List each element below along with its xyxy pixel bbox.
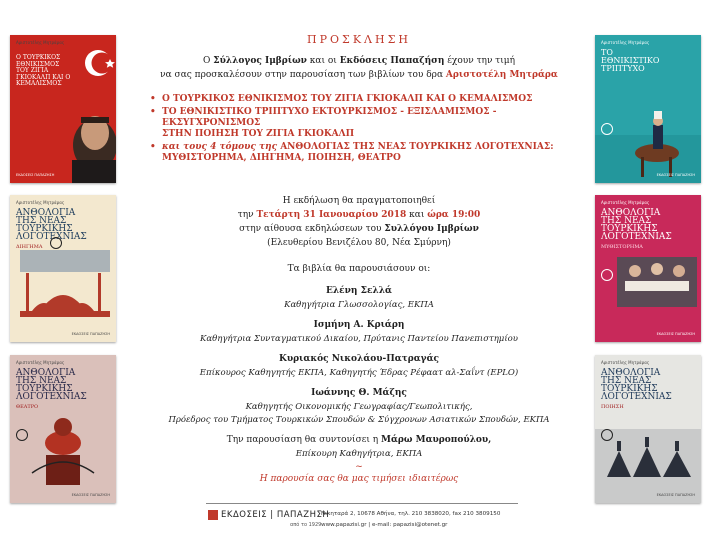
publisher-wordmark: ΕΚΔΟΣΕΙΣ | ΠΑΠΑΖΗΣΗ [221, 510, 330, 520]
intro-line-2 [128, 70, 590, 80]
book-cover-nationalist-triptych [595, 35, 701, 183]
cover-publisher: ΕΚΔΟΣΕΙΣ ΠΑΠΑΖΗΣΗ [71, 332, 110, 336]
publisher-footer [206, 503, 518, 538]
event-venue-line [128, 224, 590, 234]
cover-title: ΑΝΘΟΛΟΓΙΑ ΤΗΣ ΝΕΑΣ ΤΟΥΡΚΙΚΗΣ ΛΟΓΟΤΕΧΝΙΑΣ [601, 368, 672, 402]
organizer-name: Σύλλογος Ιμβρίων [213, 56, 307, 66]
publisher-logo-icon [601, 123, 613, 135]
cover-author: Αριστοτέλης Μητράρας [601, 360, 650, 365]
cover-author: Αριστοτέλης Μητράρας [601, 200, 650, 205]
book-item [150, 107, 580, 140]
book-note: και τους 4 τόμους της [162, 142, 278, 152]
author-name: Αριστοτέλη Μητράρα [445, 70, 558, 80]
event-text: την [237, 210, 257, 220]
intro-text: Ο [202, 56, 214, 66]
intro-line-1 [128, 56, 590, 66]
publisher-contact: www.papazisi.gr | e-mail: papazisi@otenet.gr [321, 522, 448, 528]
book-cover-anthology-poetry [595, 355, 701, 503]
event-date-line [128, 210, 590, 220]
presenter-name: Ελένη Σελλά [326, 286, 392, 296]
book-list [150, 94, 580, 164]
invitation-body [128, 0, 590, 500]
closing-line: Η παρουσία σας θα μας τιμήσει ιδιαιτέρως [259, 474, 459, 484]
event-address: (Ελευθερίου Βενιζέλου 80, Νέα Σμύρνη) [267, 238, 451, 248]
cover-subtitle: ΘΕΑΤΡΟ [16, 404, 39, 410]
presenter-name: Κυριακός Νικολάου-Πατραγάς [279, 354, 439, 364]
cover-author: Αριστοτέλης Μητράρας [601, 40, 650, 45]
event-time: ώρα 19:00 [427, 210, 481, 220]
cover-author: Αριστοτέλης Μητράρας [16, 360, 65, 365]
cover-subtitle: ΔΙΗΓΗΜΑ [16, 244, 43, 250]
intro-text: και οι [306, 56, 340, 66]
cover-title: ΑΝΘΟΛΟΓΙΑ ΤΗΣ ΝΕΑΣ ΤΟΥΡΚΙΚΗΣ ΛΟΓΟΤΕΧΝΙΑΣ [16, 368, 87, 402]
cover-subtitle: ΠΟΙΗΣΗ [601, 404, 624, 410]
cover-publisher: ΕΚΔΟΣΕΙΣ ΠΑΠΑΖΗΣΗ [656, 332, 695, 336]
presenters-intro: Τα βιβλία θα παρουσιάσουν οι: [287, 264, 431, 274]
publisher-logo-icon [16, 429, 28, 441]
presenter-title: Καθηγητής Οικονομικής Γεωγραφίας/Γεωπολιτικής, [245, 402, 473, 412]
presenter-name: Ιωάννης Θ. Μάζης [311, 388, 407, 398]
presenter-title: Καθηγήτρια Γλωσσολογίας, ΕΚΠΑ [284, 300, 434, 310]
book-cover-anthology-short-story [10, 195, 116, 342]
ornament-icon: ~ [355, 462, 363, 472]
cover-publisher: ΕΚΔΟΣΕΙΣ ΠΑΠΑΖΗΣΗ [656, 173, 695, 177]
book-item [150, 94, 580, 105]
coordinator-name: Μάρω Μαυροπούλου, [381, 435, 492, 445]
book-title: • ΤΟ ΕΘΝΙΚΙΣΤΙΚΟ ΤΡΙΠΤΥΧΟ ΕΚΤΟΥΡΚΙΣΜΟΣ - ΕΞΙΣΛΑΜΙΣΜΟΣ - [162, 107, 497, 117]
coordinator-text: Την παρουσίαση θα συντονίσει η [226, 435, 382, 445]
publisher-name: Εκδόσεις Παπαζήση [339, 56, 445, 66]
presenter-title-line-2: Πρόεδρος του Τμήματος Τουρκικών Σπουδών & Σύγχρονων Ασιατικών Σπουδών, ΕΚΠΑ [168, 415, 550, 425]
intro-text: να σας προσκαλέσουν στην παρουσίαση των βιβλίων του δρα [160, 70, 446, 80]
event-line-1: Η εκδήλωση θα πραγματοποιηθεί [282, 196, 436, 206]
cover-title: ΑΝΘΟΛΟΓΙΑ ΤΗΣ ΝΕΑΣ ΤΟΥΡΚΙΚΗΣ ΛΟΓΟΤΕΧΝΙΑΣ [16, 208, 87, 242]
event-text: στην αίθουσα εκδηλώσεων του [239, 224, 385, 234]
intro-text: έχουν την τιμή [444, 56, 516, 66]
cover-title: ΑΝΘΟΛΟΓΙΑ ΤΗΣ ΝΕΑΣ ΤΟΥΡΚΙΚΗΣ ΛΟΓΟΤΕΧΝΙΑΣ [601, 208, 672, 242]
publisher-logo-icon [208, 510, 218, 520]
cover-publisher: ΕΚΔΟΣΕΙΣ ΠΑΠΑΖΗΣΗ [71, 493, 110, 497]
cover-author: Αριστοτέλης Μητράρας [16, 40, 65, 45]
cover-publisher: ΕΚΔΟΣΕΙΣ ΠΑΠΑΖΗΣΗ [16, 173, 55, 177]
publisher-address: Νικηταρά 2, 10678 Αθήνα, τηλ. 210 3838020, fax 210 3809150 [321, 511, 501, 517]
presenter-title: Καθηγήτρια Συνταγματικού Δικαίου, Πρύτανις Παντείου Πανεπιστημίου [200, 334, 518, 344]
book-title: ΜΥΘΙΣΤΟΡΗΜΑ, ΔΙΗΓΗΜΑ, ΠΟΙΗΣΗ, ΘΕΑΤΡΟ [162, 153, 401, 163]
book-title: ΣΤΗΝ ΠΟΙΗΣΗ ΤΟΥ ΖΙΓΙΑ ΓΚΙΟΚΑΛΠ [162, 129, 355, 139]
invitation-heading: ΠΡΟΣΚΛΗΣΗ [307, 33, 411, 46]
cover-title: Ο ΤΟΥΡΚΙΚΟΣ ΕΘΝΙΚΙΣΜΟΣ ΤΟΥ ΖΙΓΙΑ ΓΚΙΟΚΑΛΠ ΚΑΙ Ο ΚΕΜΑΛΙΣΜΟΣ [16, 54, 71, 87]
event-text: και [406, 210, 428, 220]
cover-publisher: ΕΚΔΟΣΕΙΣ ΠΑΠΑΖΗΣΗ [656, 493, 695, 497]
publisher-logo-icon [50, 237, 62, 249]
book-cover-anthology-novel [595, 195, 701, 342]
book-cover-anthology-theatre [10, 355, 116, 503]
venue-name: Συλλόγου Ιμβρίων [384, 224, 479, 234]
coordinator-title: Επίκουρη Καθηγήτρια, ΕΚΠΑ [295, 449, 423, 459]
publisher-since: από το 1929 [290, 522, 322, 528]
book-cover-turkish-nationalism [10, 35, 116, 183]
coordinator-line [128, 435, 590, 445]
cover-subtitle: ΜΥΘΙΣΤΟΡΗΜΑ [601, 244, 643, 250]
cover-author: Αριστοτέλης Μητράρας [16, 200, 65, 205]
publisher-logo-icon [601, 429, 613, 441]
presenter-title: Επίκουρος Καθηγητής ΕΚΠΑ, Καθηγητής Έδρας Ρέφαατ αλ-Σαΐντ (EPLO) [199, 368, 519, 378]
book-title: ΑΝΘΟΛΟΓΙΑΣ ΤΗΣ ΝΕΑΣ ΤΟΥΡΚΙΚΗΣ ΛΟΓΟΤΕΧΝΙΑΣ: [277, 142, 554, 152]
cover-title: ΤΟ ΕΘΝΙΚΙΣΤΙΚΟ ΤΡΙΠΤΥΧΟ [601, 48, 660, 73]
book-title: Ο ΤΟΥΡΚΙΚΟΣ ΕΘΝΙΚΙΣΜΟΣ ΤΟΥ ΖΙΓΙΑ ΓΚΙΟΚΑΛΠ ΚΑΙ Ο ΚΕΜΑΛΙΣΜΟΣ [162, 94, 533, 104]
presenter-name: Ισμήνη Α. Κριάρη [313, 320, 405, 330]
book-title: ΕΚΣΥΓΧΡΟΝΙΣΜΟΣ [162, 118, 261, 128]
event-date: Τετάρτη 31 Ιανουαρίου 2018 [256, 210, 407, 220]
publisher-logo-icon [601, 269, 613, 281]
book-item [150, 142, 580, 164]
